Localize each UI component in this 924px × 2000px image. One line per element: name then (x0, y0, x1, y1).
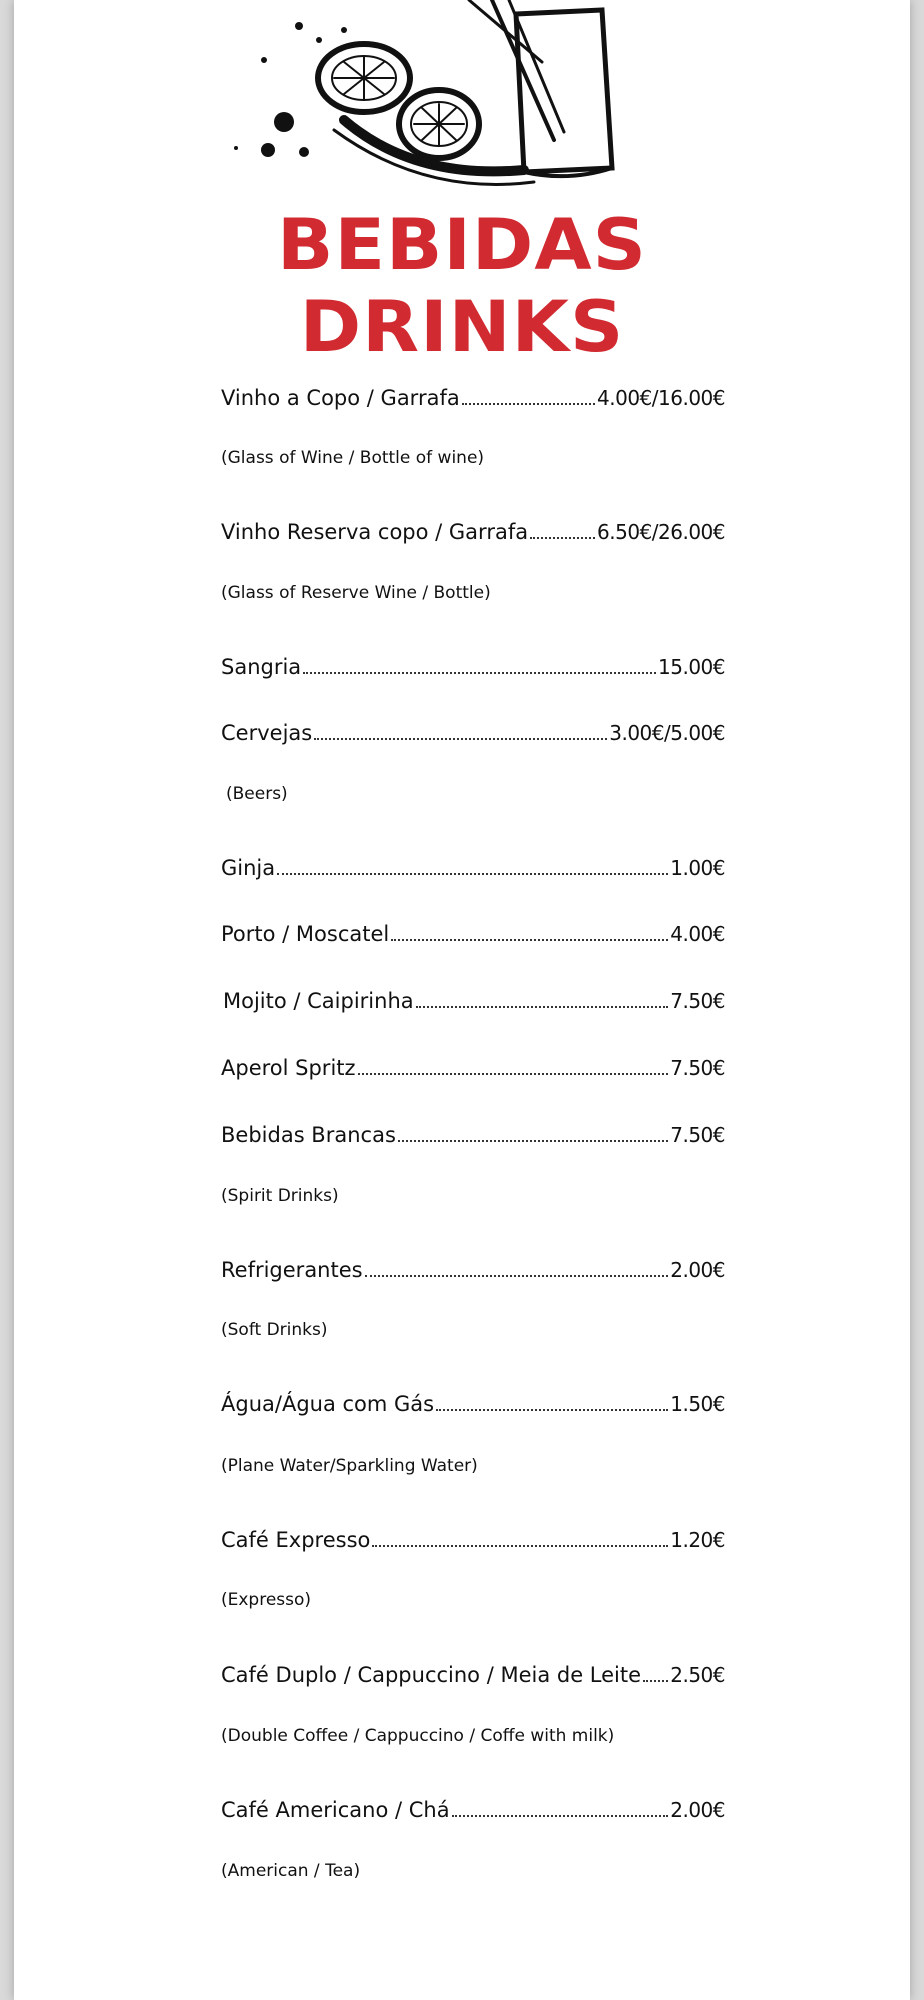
item-price: 7.50€ (670, 1056, 725, 1080)
menu-item (221, 715, 725, 745)
menu-item (223, 983, 725, 1013)
item-name: Aperol Spritz (221, 1056, 356, 1080)
item-price: 1.50€ (670, 1392, 725, 1416)
dot-leader (462, 403, 595, 405)
item-price: 15.00€ (658, 655, 725, 679)
item-translation: (Soft Drinks) (221, 1320, 328, 1340)
item-name: Bebidas Brancas (221, 1123, 396, 1147)
dot-leader (643, 1680, 668, 1682)
dot-leader (277, 873, 668, 875)
title-drinks: DRINKS (299, 286, 625, 368)
menu-item (221, 1792, 725, 1822)
item-price: 4.00€/16.00€ (597, 386, 725, 410)
dot-leader (530, 537, 595, 539)
item-name: Porto / Moscatel (221, 922, 390, 946)
menu-item (221, 1386, 725, 1416)
dot-leader (314, 738, 607, 740)
item-translation: (American / Tea) (221, 1861, 361, 1881)
menu-page (14, 0, 910, 2000)
item-price: 1.00€ (670, 856, 725, 880)
item-translation: (Expresso) (221, 1590, 312, 1610)
item-translation: (Glass of Wine / Bottle of wine) (221, 448, 485, 468)
dot-leader (398, 1140, 668, 1142)
menu-item (221, 1050, 725, 1080)
item-price: 7.50€ (670, 1123, 725, 1147)
item-price: 2.50€ (670, 1663, 725, 1687)
menu-item (221, 916, 725, 946)
item-translation: (Double Coffee / Cappuccino / Coffe with milk) (221, 1726, 615, 1746)
item-name: Café Americano / Chá (221, 1798, 450, 1822)
menu-item (221, 850, 725, 880)
item-name: Ginja (221, 856, 276, 880)
menu-item (221, 380, 725, 410)
item-name: Café Expresso (221, 1528, 371, 1552)
item-price: 3.00€/5.00€ (609, 721, 725, 745)
menu-item (221, 514, 725, 544)
item-name: Café Duplo / Cappuccino / Meia de Leite (221, 1663, 642, 1687)
item-name: Cervejas (221, 721, 313, 745)
title-bebidas: BEBIDAS (277, 204, 647, 286)
item-name: Água/Água com Gás (221, 1392, 435, 1416)
item-price: 4.00€ (670, 922, 725, 946)
dot-leader (358, 1073, 669, 1075)
dot-leader (391, 939, 668, 941)
item-name: Vinho a Copo / Garrafa (221, 386, 460, 410)
item-name: Mojito / Caipirinha (223, 989, 414, 1013)
item-price: 6.50€/26.00€ (597, 520, 725, 544)
menu-item (221, 1252, 725, 1282)
item-price: 7.50€ (670, 989, 725, 1013)
item-name: Sangria (221, 655, 302, 679)
drinks-illustration (224, 0, 694, 200)
item-translation: (Glass of Reserve Wine / Bottle) (221, 583, 491, 603)
dot-leader (436, 1409, 668, 1411)
item-translation: (Beers) (226, 784, 288, 804)
item-translation: (Plane Water/Sparkling Water) (221, 1456, 478, 1476)
item-name: Vinho Reserva copo / Garrafa (221, 520, 529, 544)
dot-leader (416, 1006, 669, 1008)
dot-leader (303, 672, 656, 674)
menu-item (221, 1522, 725, 1552)
dot-leader (372, 1545, 668, 1547)
item-price: 1.20€ (670, 1528, 725, 1552)
menu-item (221, 649, 725, 679)
item-name: Refrigerantes (221, 1258, 363, 1282)
dot-leader (452, 1815, 669, 1817)
menu-item (221, 1117, 725, 1147)
menu-item (221, 1657, 725, 1687)
item-translation: (Spirit Drinks) (221, 1186, 339, 1206)
dot-leader (365, 1275, 669, 1277)
item-price: 2.00€ (670, 1798, 725, 1822)
item-price: 2.00€ (670, 1258, 725, 1282)
